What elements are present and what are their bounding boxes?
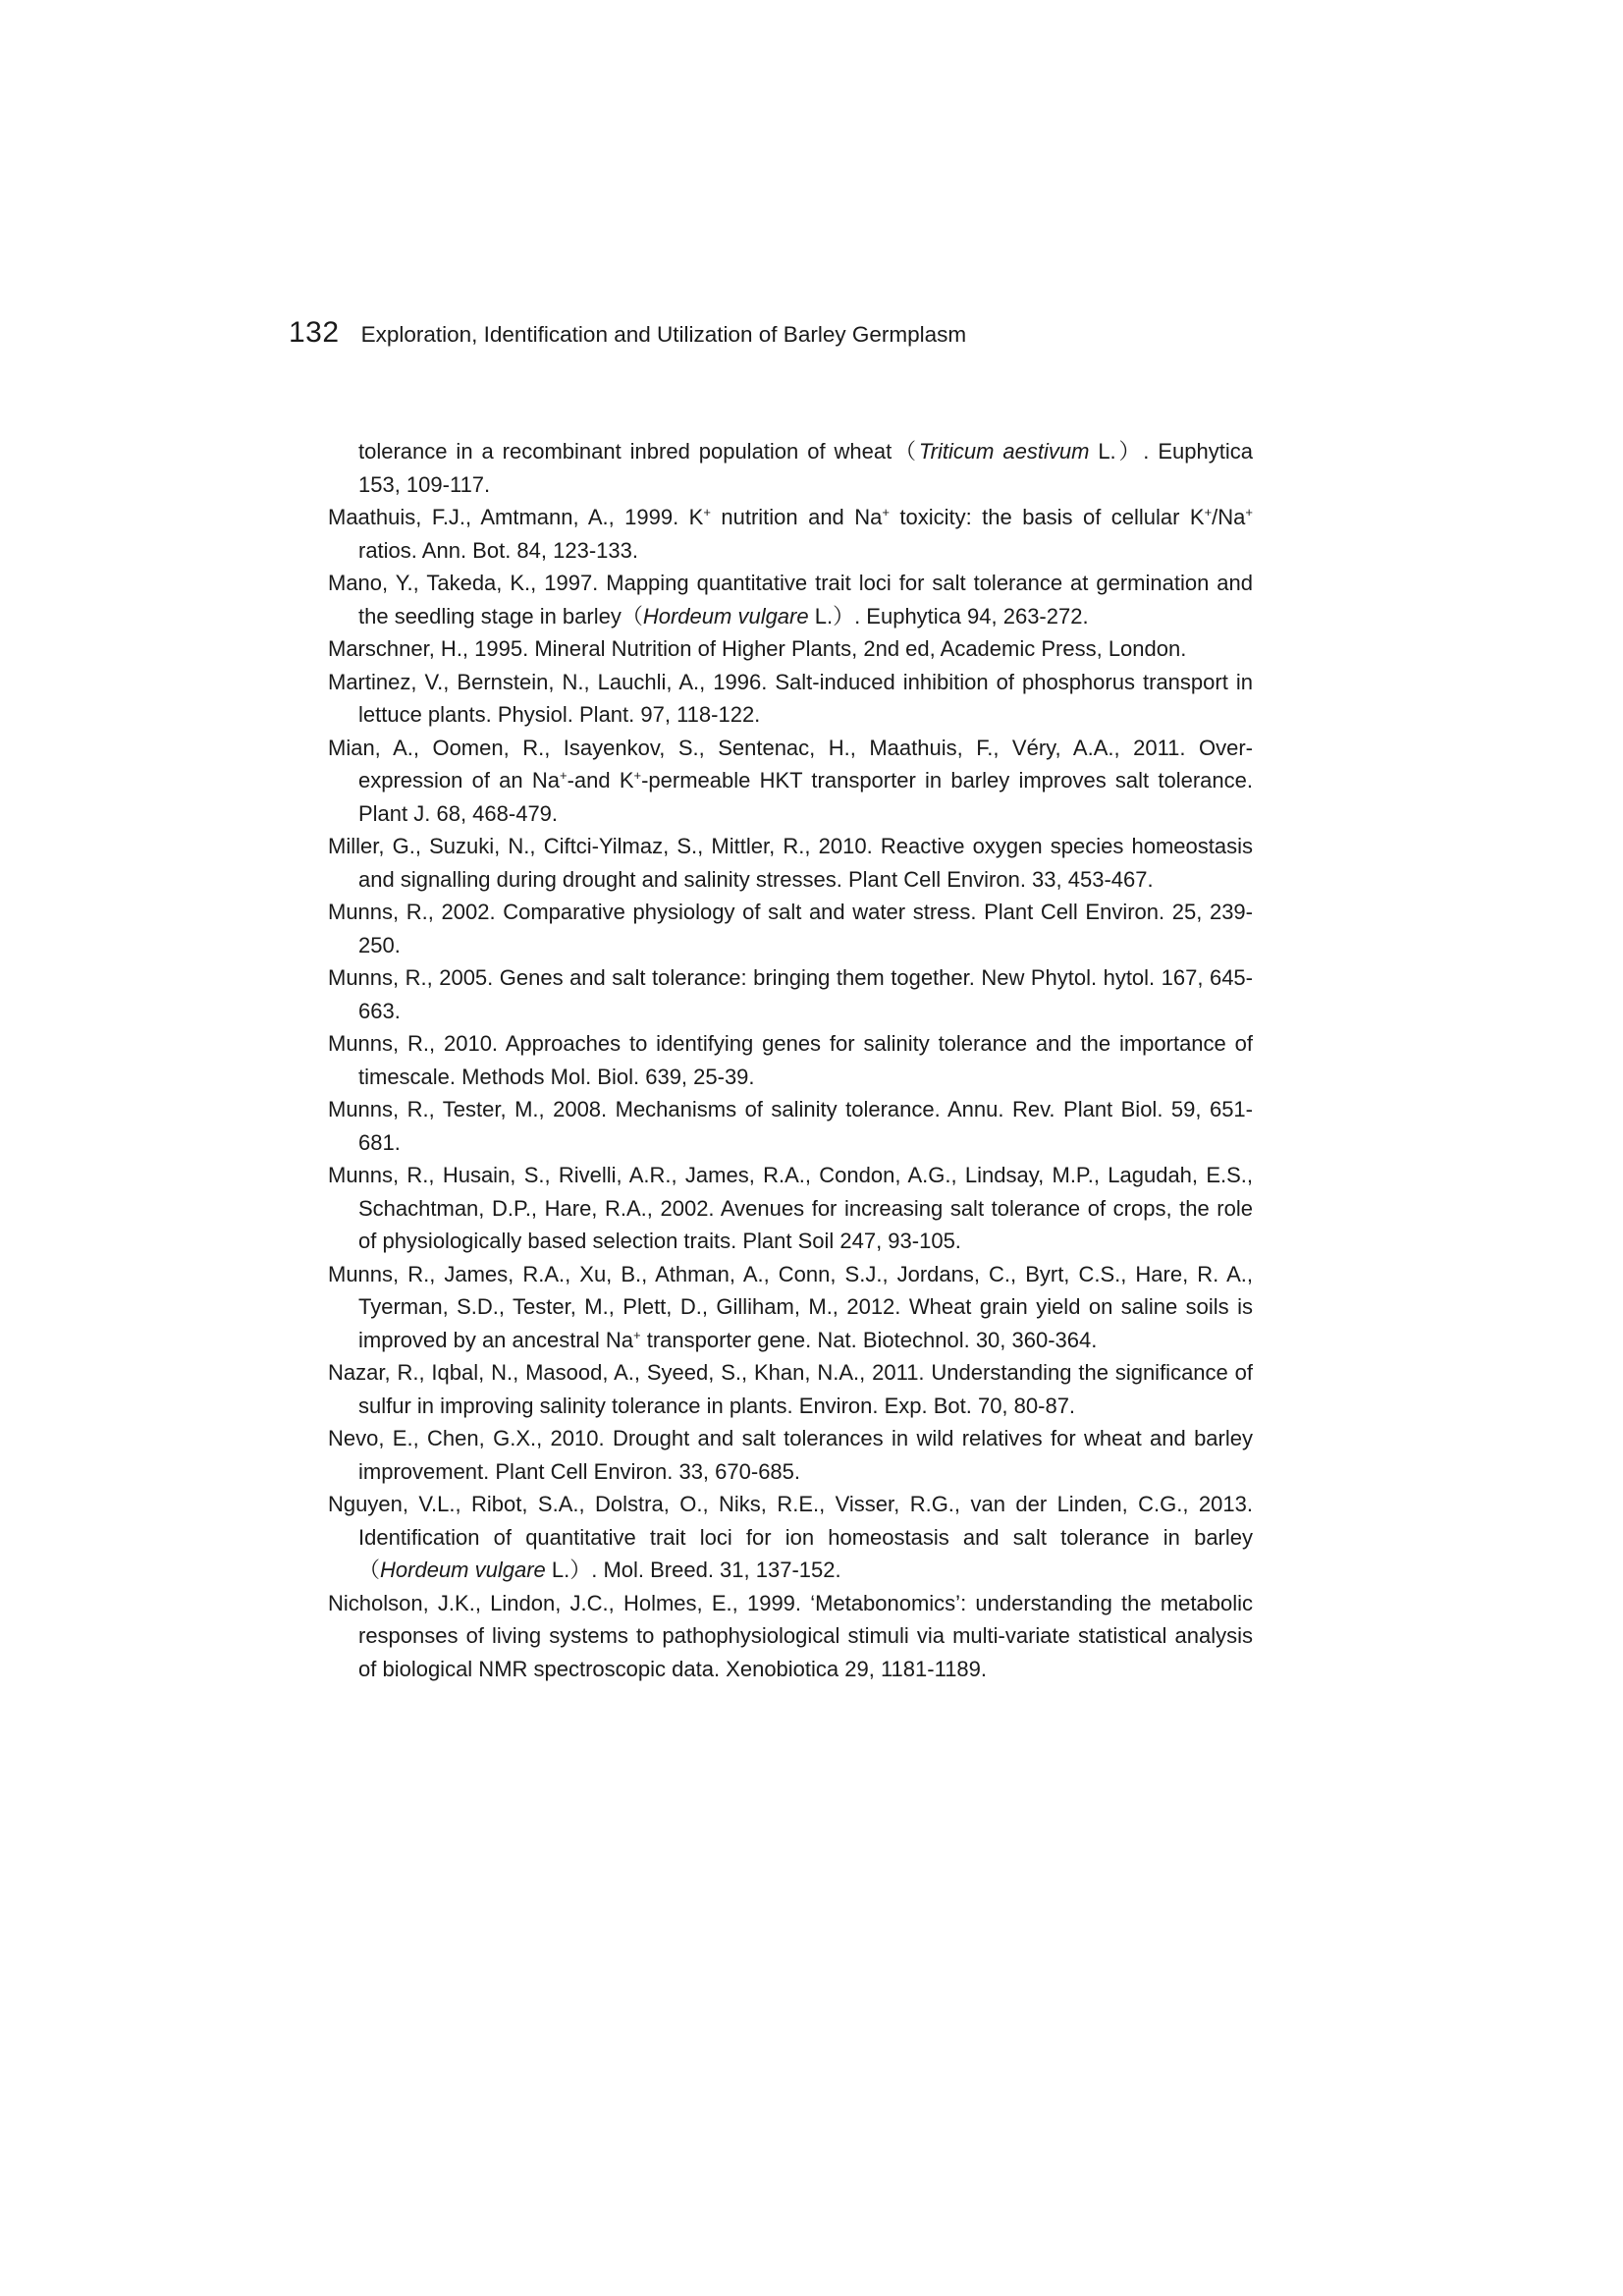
- reference-text: Munns, R., 2005. Genes and salt tolerance: bringing them together. New Phytol. hytol. 167, 645-663.: [328, 965, 1253, 1023]
- reference-text: toxicity: the basis of cellular K: [889, 505, 1205, 529]
- ion-charge-superscript: +: [1204, 505, 1213, 519]
- reference-text: -and K: [567, 768, 634, 793]
- ion-charge-superscript: +: [633, 768, 642, 783]
- reference-entry: [328, 666, 1253, 732]
- reference-text: Munns, R., Husain, S., Rivelli, A.R., James, R.A., Condon, A.G., Lindsay, M.P., Lagudah, E.S., Schachtman, D.P., Hare, R.A., 2002. Avenues for increasing salt tolerance of crops, the role of physiologically based selection traits. Plant Soil 247, 93-105.: [328, 1163, 1253, 1253]
- reference-text: Nguyen, V.L., Ribot, S.A., Dolstra, O., Niks, R.E., Visser, R.G., van der Linden, C.G., 2013. Identification of quantitative trait loci for ion homeostasis and salt tolerance in barley（: [328, 1492, 1253, 1582]
- reference-entry: [328, 830, 1253, 896]
- page-number: 132: [289, 316, 340, 349]
- reference-text: Miller, G., Suzuki, N., Ciftci-Yilmaz, S., Mittler, R., 2010. Reactive oxygen species homeostasis and signalling during drought and salinity stresses. Plant Cell Environ. 33, 453-467.: [328, 834, 1253, 892]
- reference-entry: [328, 896, 1253, 961]
- reference-entry: [328, 1258, 1253, 1357]
- running-header: [289, 316, 966, 350]
- book-title: Exploration, Identification and Utilization of Barley Germplasm: [360, 322, 967, 347]
- species-name: Hordeum vulgare: [380, 1558, 546, 1582]
- reference-text: Munns, R., James, R.A., Xu, B., Athman, A., Conn, S.J., Jordans, C., Byrt, C.S., Hare, R. A., Tyerman, S.D., Tester, M., Plett, D., Gilliham, M., 2012. Wheat grain yield on saline soils is improved by an ancestral Na: [328, 1261, 1253, 1352]
- reference-entry: [328, 1587, 1253, 1686]
- reference-text: ratios. Ann. Bot. 84, 123-133.: [358, 537, 638, 563]
- reference-entry: [328, 961, 1253, 1027]
- reference-entry: [328, 567, 1253, 632]
- reference-text: /Na: [1212, 505, 1246, 529]
- reference-entry: [328, 632, 1253, 666]
- reference-entry: [328, 501, 1253, 567]
- reference-text: L.）. Mol. Breed. 31, 137-152.: [545, 1558, 841, 1582]
- reference-text: transporter gene. Nat. Biotechnol. 30, 360-364.: [640, 1327, 1098, 1352]
- reference-text: Martinez, V., Bernstein, N., Lauchli, A., 1996. Salt-induced inhibition of phosphorus transport in lettuce plants. Physiol. Plant. 97, 118-122.: [328, 669, 1253, 727]
- reference-text: Nevo, E., Chen, G.X., 2010. Drought and salt tolerances in wild relatives for wheat and barley improvement. Plant Cell Environ. 33, 670-685.: [328, 1426, 1253, 1484]
- reference-entry: [328, 1159, 1253, 1258]
- reference-text: Munns, R., 2010. Approaches to identifying genes for salinity tolerance and the importance of timescale. Methods Mol. Biol. 639, 25-39.: [328, 1031, 1253, 1089]
- reference-entry: [328, 732, 1253, 831]
- reference-list: [328, 435, 1253, 1685]
- reference-entry: [328, 1422, 1253, 1488]
- reference-text: nutrition and Na: [710, 505, 883, 529]
- reference-text: Maathuis, F.J., Amtmann, A., 1999. K: [328, 505, 704, 529]
- reference-entry: [328, 1356, 1253, 1422]
- reference-text: tolerance in a recombinant inbred population of wheat（: [358, 439, 919, 464]
- reference-entry: [328, 1093, 1253, 1159]
- species-name: Triticum aestivum: [918, 439, 1090, 464]
- ion-charge-superscript: +: [559, 768, 568, 783]
- ion-charge-superscript: +: [633, 1327, 641, 1342]
- reference-text: Munns, R., 2002. Comparative physiology of salt and water stress. Plant Cell Environ. 25, 239-250.: [328, 900, 1253, 957]
- reference-entry-continued: [328, 435, 1253, 501]
- reference-text: L.）. Euphytica 153, 109-117.: [358, 439, 1253, 497]
- reference-text: Marschner, H., 1995. Mineral Nutrition of Higher Plants, 2nd ed, Academic Press, London.: [328, 636, 1187, 661]
- ion-charge-superscript: +: [882, 505, 890, 519]
- species-name: Hordeum vulgare: [642, 603, 809, 629]
- reference-text: Mano, Y., Takeda, K., 1997. Mapping quantitative trait loci for salt tolerance at germination and the seedling stage in barley（: [328, 571, 1253, 629]
- reference-text: -permeable HKT transporter in barley improves salt tolerance. Plant J. 68, 468-479.: [358, 768, 1253, 826]
- reference-text: L.）. Euphytica 94, 263-272.: [808, 603, 1089, 629]
- reference-entry: [328, 1488, 1253, 1587]
- reference-entry: [328, 1027, 1253, 1093]
- reference-text: Nazar, R., Iqbal, N., Masood, A., Syeed, S., Khan, N.A., 2011. Understanding the significance of sulfur in improving salinity tolerance in plants. Environ. Exp. Bot. 70, 80-87.: [328, 1360, 1253, 1418]
- ion-charge-superscript: +: [703, 505, 711, 519]
- ion-charge-superscript: +: [1245, 505, 1254, 519]
- reference-text: Munns, R., Tester, M., 2008. Mechanisms of salinity tolerance. Annu. Rev. Plant Biol. 59, 651-681.: [328, 1097, 1253, 1155]
- reference-text: Mian, A., Oomen, R., Isayenkov, S., Sentenac, H., Maathuis, F., Véry, A.A., 2011. Over-expression of an Na: [328, 735, 1253, 793]
- reference-text: Nicholson, J.K., Lindon, J.C., Holmes, E., 1999. ‘Metabonomics’: understanding the metabolic responses of living systems to pathophysiological stimuli via multi-variate statistical analysis of biological NMR spectroscopic data. Xenobiotica 29, 1181-1189.: [328, 1590, 1253, 1681]
